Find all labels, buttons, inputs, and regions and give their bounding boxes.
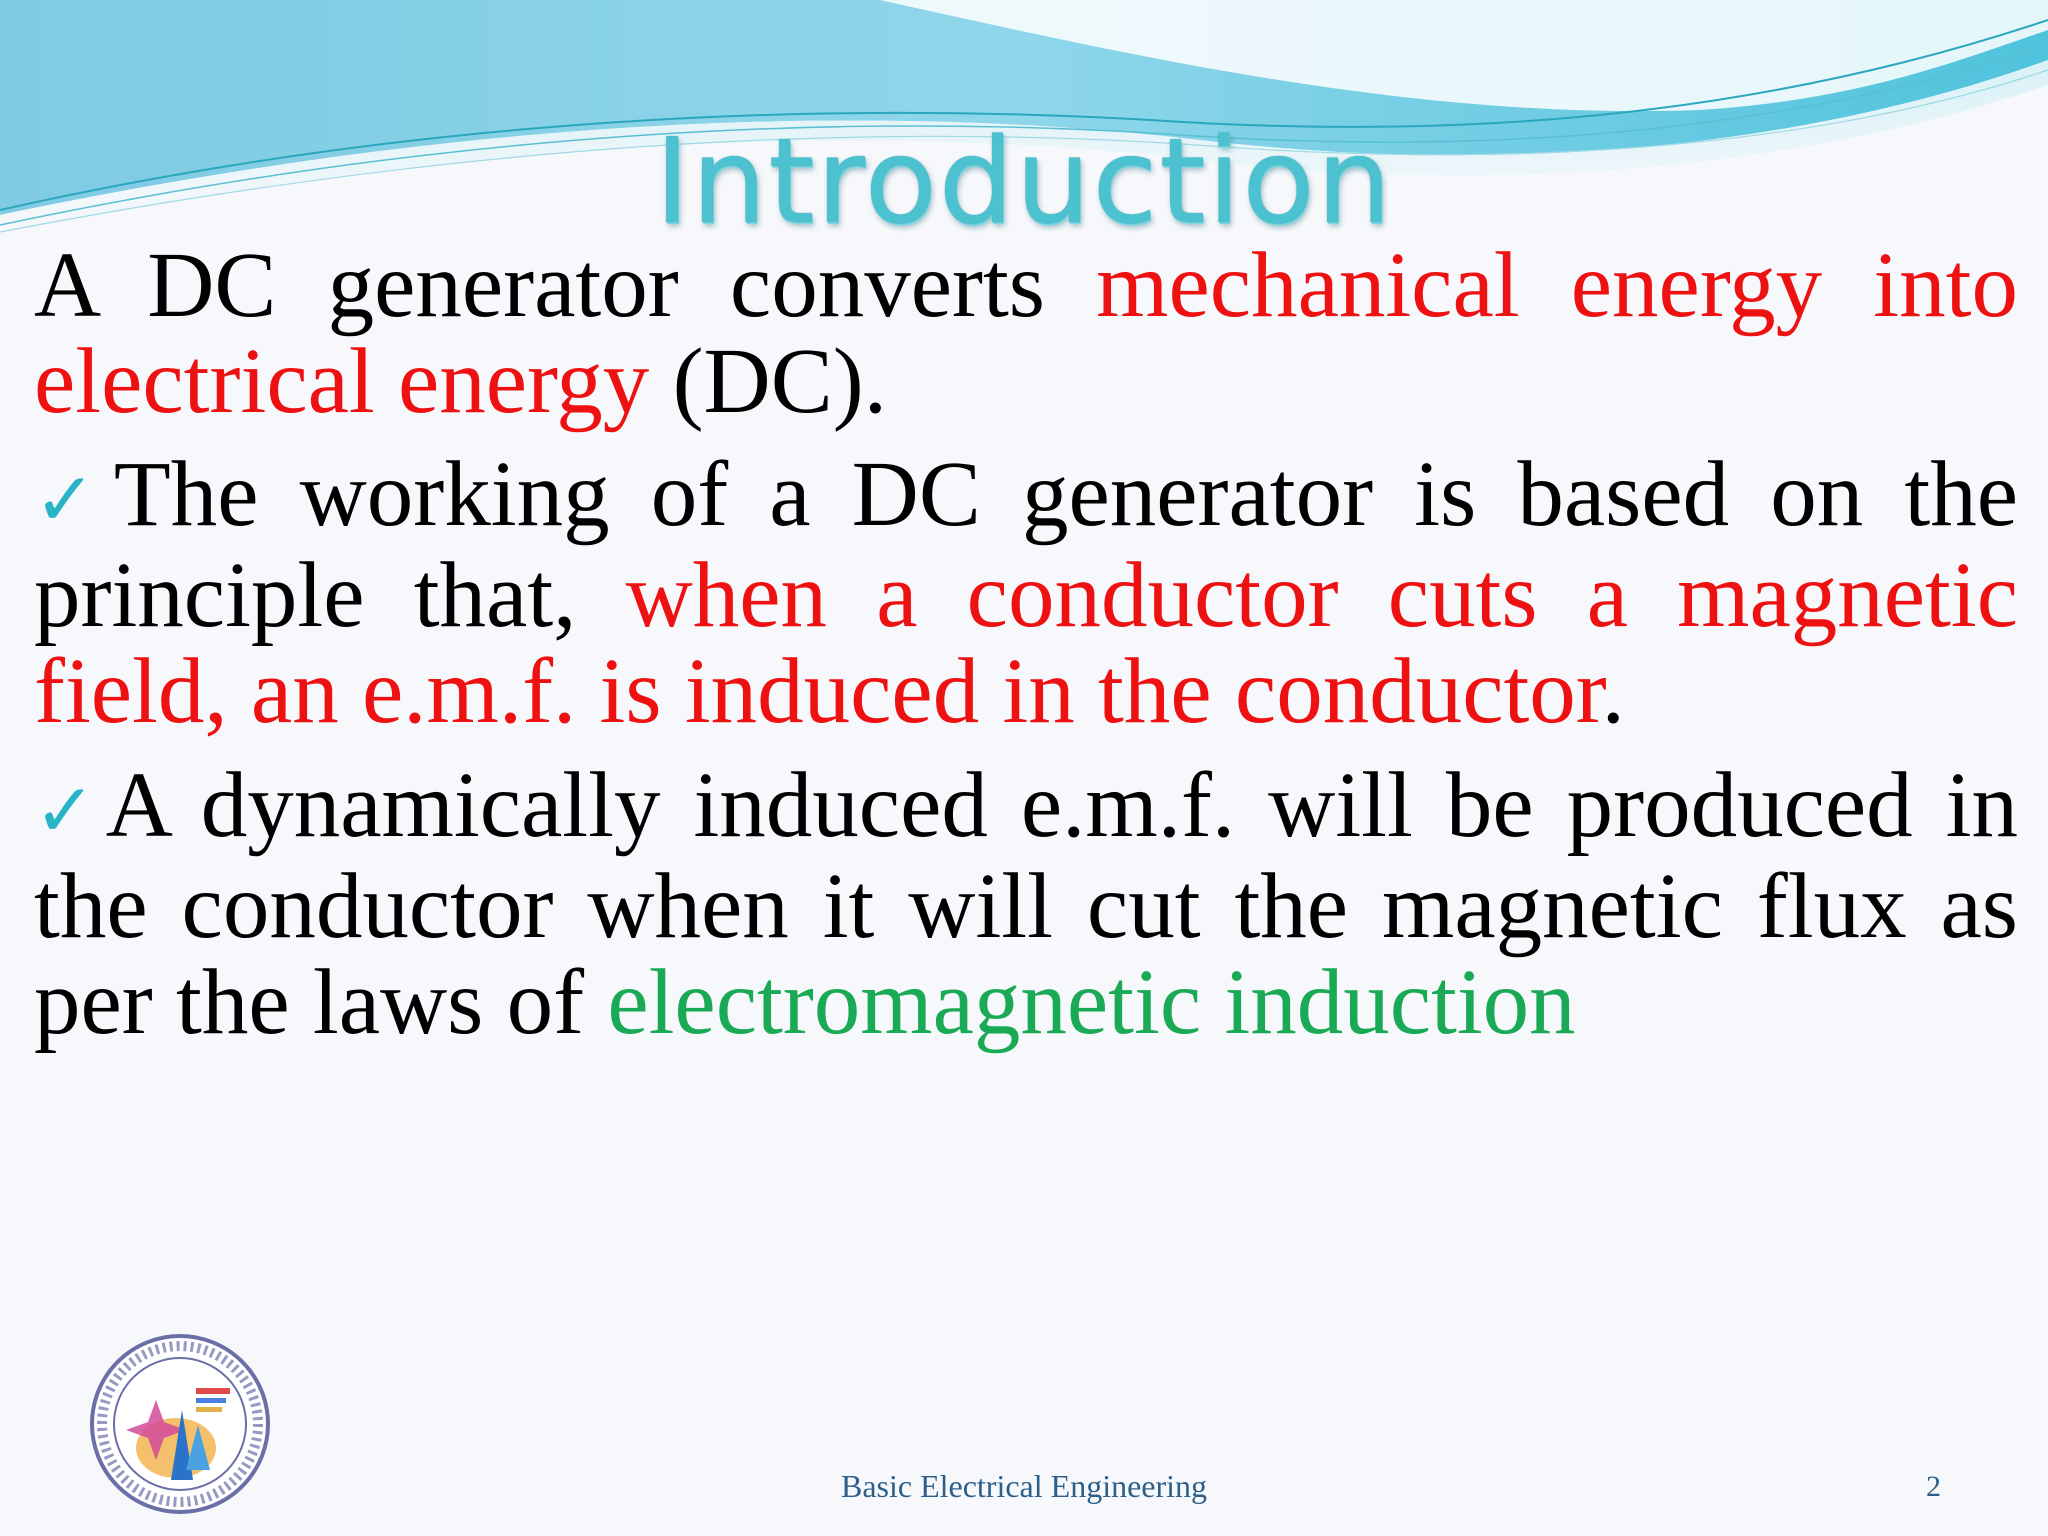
emphasis-text-red: mechanical energy into electrical energy: [34, 234, 2018, 433]
paragraph-text: A dynamically induced e.m.f. will be produced in the conductor when it will cut the magnetic flux as per the laws of: [34, 754, 2018, 1054]
emphasis-text-green: electromagnetic induction: [607, 951, 1576, 1054]
paragraph-working-principle: [34, 443, 2019, 743]
paragraph-dc-generator-definition: [34, 234, 2018, 433]
emphasis-text-red: when a conductor cuts a magnetic field, an e.m.f. is induced in the conductor: [34, 544, 2019, 743]
slide-body: [34, 234, 2019, 1054]
paragraph-text: A DC generator converts: [34, 234, 1097, 337]
checkmark-icon: ✓: [34, 457, 114, 543]
paragraph-text: The working of a DC generator is based on the principle that,: [34, 443, 2018, 647]
paragraph-text: .: [1601, 640, 1625, 743]
paragraph-text: (DC).: [649, 330, 887, 433]
paragraph-induced-emf: [34, 754, 2018, 1054]
page-number: 2: [1926, 1470, 1941, 1503]
slide-title: Introduction: [654, 112, 1394, 250]
checkmark-icon: ✓: [34, 768, 106, 854]
footer-course-name: Basic Electrical Engineering: [840, 1468, 1208, 1504]
